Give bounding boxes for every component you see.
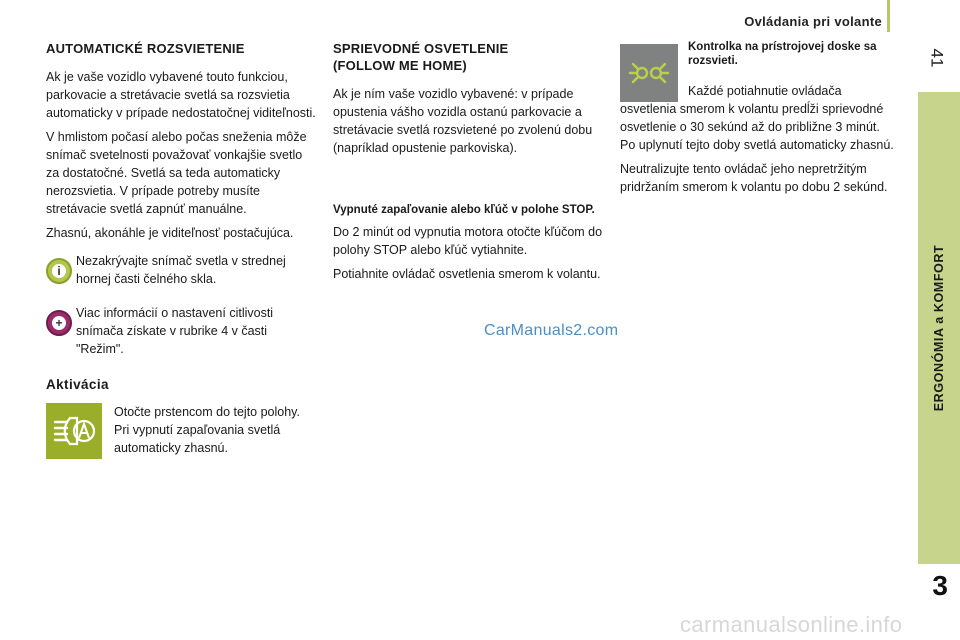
- indicator-row: [620, 40, 896, 100]
- auto-headlamp-icon: [46, 403, 102, 459]
- subheading-ignition-off: Vypnuté zapaľovanie alebo kľúč v polohe STOP.: [333, 204, 595, 216]
- paragraph: Ak je ním vaše vozidlo vybavené: v prípade opustenia vášho vozidla ostanú parkovacie a stretávacie svetlá rozsvietené po zvolenú dobu (napríklad opustenie parkoviska).: [333, 87, 593, 155]
- chapter-side-tab: [918, 92, 960, 564]
- watermark-carmanuals2: CarManuals2.com: [484, 322, 619, 339]
- activation-row: [46, 403, 318, 459]
- info-note: [46, 252, 318, 288]
- spacer: [333, 163, 605, 203]
- paragraph-text: Každé potiahnutie ovládača osvetlenia smerom k volantu predĺži sprievodné osvetlenie o 30 sekúnd až do približne 3 minút. Po uplynutí tejto doby svetlá automaticky zhasnú.: [620, 84, 894, 152]
- page-number: 41: [927, 48, 947, 68]
- more-info-note-text: Viac informácií o nastavení citlivosti snímača získate v rubrike 4 v časti "Režim".: [76, 306, 274, 356]
- section-heading-line-1: SPRIEVODNÉ OSVETLENIE: [333, 41, 509, 56]
- follow-me-home-lamp-icon: [620, 44, 678, 102]
- column-dashboard-indicator: [620, 40, 896, 202]
- column-follow-me-home: [333, 40, 605, 289]
- more-info-note: [46, 304, 318, 358]
- info-note-text: Nezakrývajte snímač svetla v strednej hornej časti čelného skla.: [76, 254, 286, 286]
- chapter-number: 3: [932, 570, 948, 601]
- activation-section: [46, 376, 318, 459]
- paragraph: V hmlistom počasí alebo počas sneženia môže snímač svetelnosti považovať vonkajšie svetlo za dostatočné. Svetlá sa teda automaticky nerozsvietia. V prípade potreby musíte stretávacie svetlá zapnúť manuálne.: [46, 130, 307, 216]
- subheading-indicator-on: Kontrolka na prístrojovej doske sa rozsvieti.: [688, 41, 877, 67]
- chapter-side-tab-label: ERGONÓMIA a KOMFORT: [932, 244, 946, 412]
- header-rule: [887, 0, 890, 32]
- section-heading-line-2: (FOLLOW ME HOME): [333, 58, 467, 73]
- section-heading-automatic-lighting: AUTOMATICKÉ ROZSVIETENIE: [46, 41, 245, 56]
- column-automatic-lighting: [46, 40, 318, 459]
- section-heading-follow-me-home: [333, 40, 605, 74]
- paragraph: Zhasnú, akonáhle je viditeľnosť postačujúca.: [46, 226, 294, 240]
- paragraph: Neutralizujte tento ovládač jeho nepretržitým pridržaním smerom k volantu po dobu 2 sekúnd.: [620, 162, 888, 194]
- paragraph: Ak je vaše vozidlo vybavené touto funkciou, parkovacie a stretávacie svetlá sa rozsvietia automaticky v prípade nedostatočnej viditeľnosti.: [46, 70, 316, 120]
- watermark-carmanualsonline: carmanualsonline.info: [680, 612, 903, 637]
- paragraph: Do 2 minút od vypnutia motora otočte kľúčom do polohy STOP alebo kľúč vytiahnite.: [333, 225, 603, 257]
- paragraph: Potiahnite ovládač osvetlenia smerom k volantu.: [333, 267, 601, 281]
- activation-heading: Aktivácia: [46, 377, 109, 392]
- page-header-title: Ovládania pri volante: [744, 14, 882, 29]
- info-icon: i: [46, 258, 72, 284]
- plus-icon: +: [46, 310, 72, 336]
- activation-text: Otočte prstencom do tejto polohy. Pri vypnutí zapaľovania svetlá automaticky zhasnú.: [114, 405, 300, 455]
